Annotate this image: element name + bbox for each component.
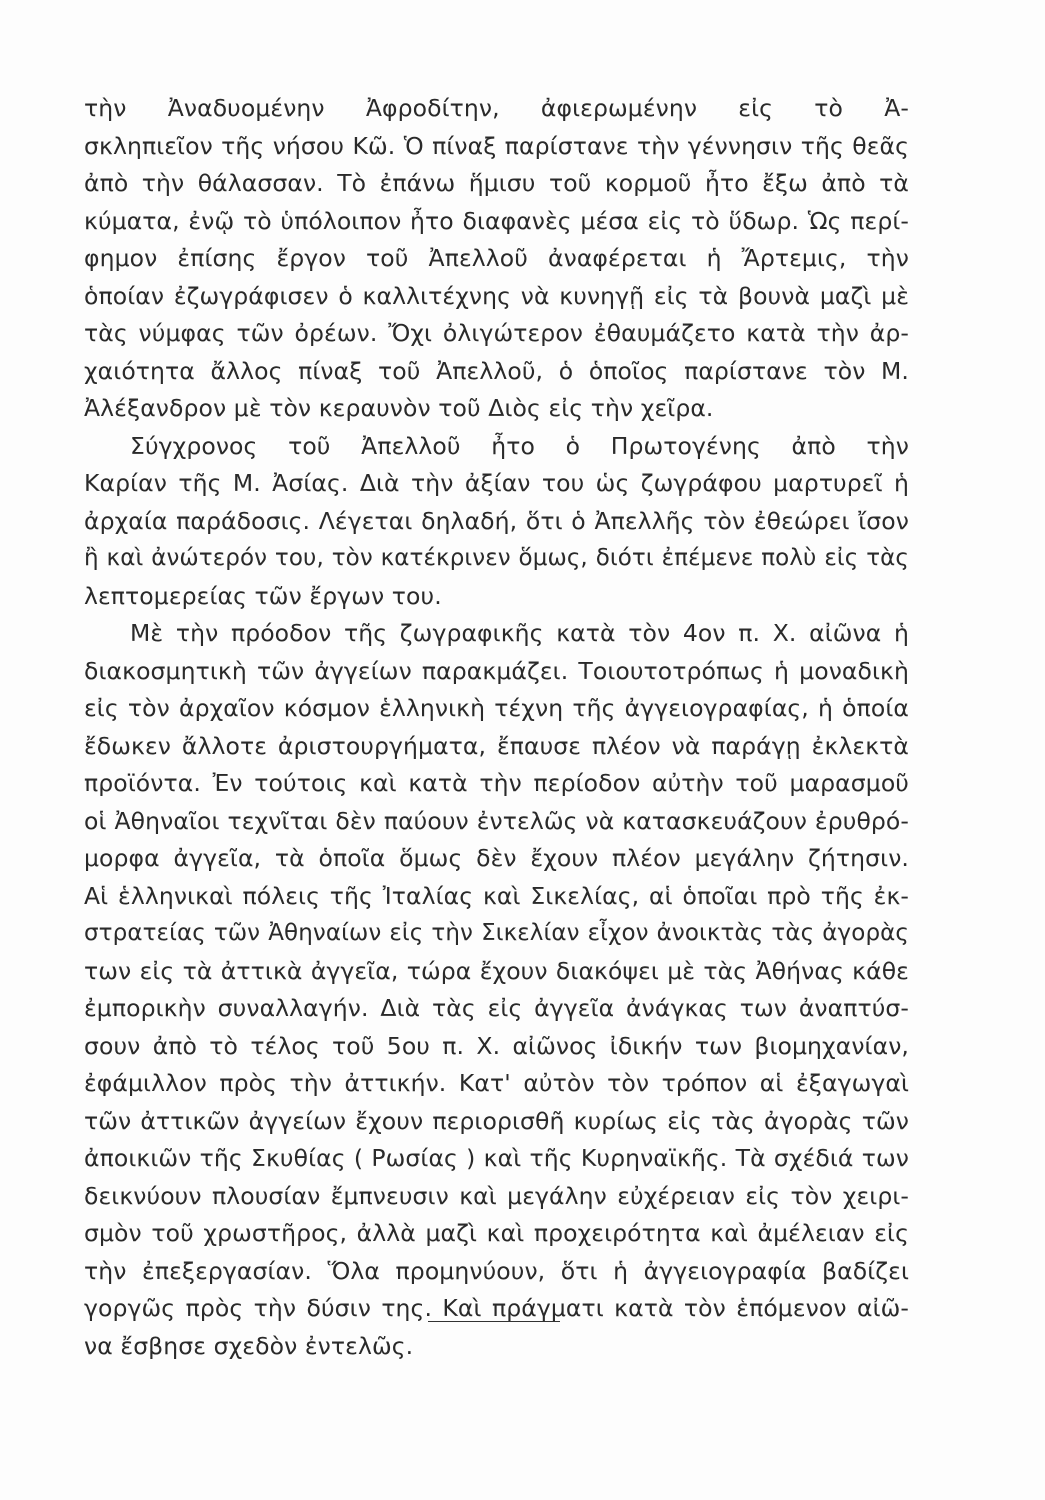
text-line: οἱ Ἀθηναῖοι τεχνῖται δὲν παύουν ἐντελῶς νὰ κατασκευάζουν ἐρυθρό- xyxy=(84,806,909,835)
closing-rule xyxy=(428,1321,560,1322)
text-line: κύματα, ἐνῷ τὸ ὑπόλοιπον ἦτο διαφανὲς μέσα εἰς τὸ ὕδωρ. Ὡς περί- xyxy=(84,206,909,235)
text-line: Σύγχρονος τοῦ Ἀπελλοῦ ἦτο ὁ Πρωτογένης ἀπὸ τὴν xyxy=(130,431,909,460)
text-line: Μὲ τὴν πρόοδον τῆς ζωγραφικῆς κατὰ τὸν 4ον π. Χ. αἰῶνα ἡ xyxy=(130,619,909,647)
text-line: ἢ καὶ ἀνώτερόν του, τὸν κατέκρινεν ὅμως, διότι ἐπέμενε πολὺ εἰς τὰς xyxy=(84,545,909,571)
text-line: ἐμπορικὴν συναλλαγήν. Διὰ τὰς εἰς ἀγγεῖα ἀνάγκας των ἀναπτύσ- xyxy=(84,994,909,1022)
text-line: τὰς νύμφας τῶν ὀρέων. Ὄχι ὀλιγώτερον ἐθαυμάζετο κατὰ τὴν ἀρ- xyxy=(84,319,909,347)
text-line: ἀρχαία παράδοσις. Λέγεται δηλαδή, ὅτι ὁ Ἀπελλῆς τὸν ἐθεώρει ἴσον xyxy=(84,506,909,535)
text-line: Αἱ ἑλληνικαὶ πόλεις τῆς Ἰταλίας καὶ Σικελίας, αἱ ὁποῖαι πρὸ τῆς ἐκ- xyxy=(84,881,909,910)
text-line: μορφα ἀγγεῖα, τὰ ὁποῖα ὅμως δὲν ἔχουν πλέον μεγάλην ζήτησιν. xyxy=(84,844,909,872)
text-line: σουν ἀπὸ τὸ τέλος τοῦ 5ου π. Χ. αἰῶνος ἰδικήν των βιομηχανίαν, xyxy=(84,1031,909,1060)
text-line: γοργῶς πρὸς τὴν δύσιν της. Καὶ πράγματι κατὰ τὸν ἑπόμενον αἰῶ- xyxy=(84,1294,909,1322)
text-line: ἔδωκεν ἄλλοτε ἀριστουργήματα, ἔπαυσε πλέον νὰ παράγῃ ἐκλεκτὰ xyxy=(84,731,909,760)
text-line: φημον ἐπίσης ἔργον τοῦ Ἀπελλοῦ ἀναφέρεται ἡ Ἄρτεμις, τὴν xyxy=(84,244,909,272)
text-line: τὴν ἐπεξεργασίαν. Ὅλα προμηνύουν, ὅτι ἡ ἀγγειογραφία βαδίζει xyxy=(84,1256,909,1285)
text-line: προϊόντα. Ἐν τούτοις καὶ κατὰ τὴν περίοδον αὐτὴν τοῦ μαρασμοῦ xyxy=(84,769,909,797)
text-line: των εἰς τὰ ἀττικὰ ἀγγεῖα, τώρα ἔχουν διακόψει μὲ τὰς Ἀθήνας κάθε xyxy=(84,956,909,985)
text-line: διακοσμητικὴ τῶν ἀγγείων παρακμάζει. Τοιουτοτρόπως ἡ μοναδικὴ xyxy=(84,656,909,685)
text-line: εἰς τὸν ἀρχαῖον κόσμον ἑλληνικὴ τέχνη τῆς ἀγγειογραφίας, ἡ ὁποία xyxy=(84,694,909,722)
text-line: χαιότητα ἄλλος πίναξ τοῦ Ἀπελλοῦ, ὁ ὁποῖος παρίστανε τὸν Μ. xyxy=(84,356,909,385)
text-line: να ἔσβησε σχεδὸν ἐντελῶς. xyxy=(84,1331,414,1360)
text-line: σμὸν τοῦ χρωστῆρος, ἀλλὰ μαζὶ καὶ προχειρότητα καὶ ἀμέλειαν εἰς xyxy=(84,1219,909,1247)
text-line: Καρίαν τῆς Μ. Ἀσίας. Διὰ τὴν ἀξίαν του ὡς ζωγράφου μαρτυρεῖ ἡ xyxy=(84,469,909,497)
text-line: στρατείας τῶν Ἀθηναίων εἰς τὴν Σικελίαν εἶχον ἀνοικτὰς τὰς ἀγορὰς xyxy=(84,920,909,946)
text-line: δεικνύουν πλουσίαν ἔμπνευσιν καὶ μεγάλην εὐχέρειαν εἰς τὸν χειρι- xyxy=(84,1181,909,1210)
text-line: ὁποίαν ἐζωγράφισεν ὁ καλλιτέχνης νὰ κυνηγῇ εἰς τὰ βουνὰ μαζὶ μὲ xyxy=(84,281,909,310)
text-line: Ἀλέξανδρον μὲ τὸν κεραυνὸν τοῦ Διὸς εἰς τὴν χεῖρα. xyxy=(84,394,714,422)
text-line: τὴν Ἀναδυομένην Ἀφροδίτην, ἀφιερωμένην εἰς τὸ Ἀ- xyxy=(84,94,909,122)
body-text xyxy=(84,90,909,1365)
text-line: ἀπὸ τὴν θάλασσαν. Τὸ ἐπάνω ἥμισυ τοῦ κορμοῦ ἦτο ἔξω ἀπὸ τὰ xyxy=(84,169,909,197)
text-line: λεπτομερείας τῶν ἔργων του. xyxy=(84,581,442,610)
text-line: τῶν ἀττικῶν ἀγγείων ἔχουν περιορισθῆ κυρίως εἰς τὰς ἀγορὰς τῶν xyxy=(84,1106,909,1135)
text-line: ἐφάμιλλον πρὸς τὴν ἀττικήν. Κατ' αὐτὸν τὸν τρόπον αἱ ἐξαγωγαὶ xyxy=(84,1069,909,1097)
text-line: ἀποικιῶν τῆς Σκυθίας ( Ρωσίας ) καὶ τῆς Κυρηναϊκῆς. Τὰ σχέδιά των xyxy=(84,1144,909,1172)
text-line: σκληπιεῖον τῆς νήσου Κῶ. Ὁ πίναξ παρίστανε τὴν γέννησιν τῆς θεᾶς xyxy=(84,131,909,160)
